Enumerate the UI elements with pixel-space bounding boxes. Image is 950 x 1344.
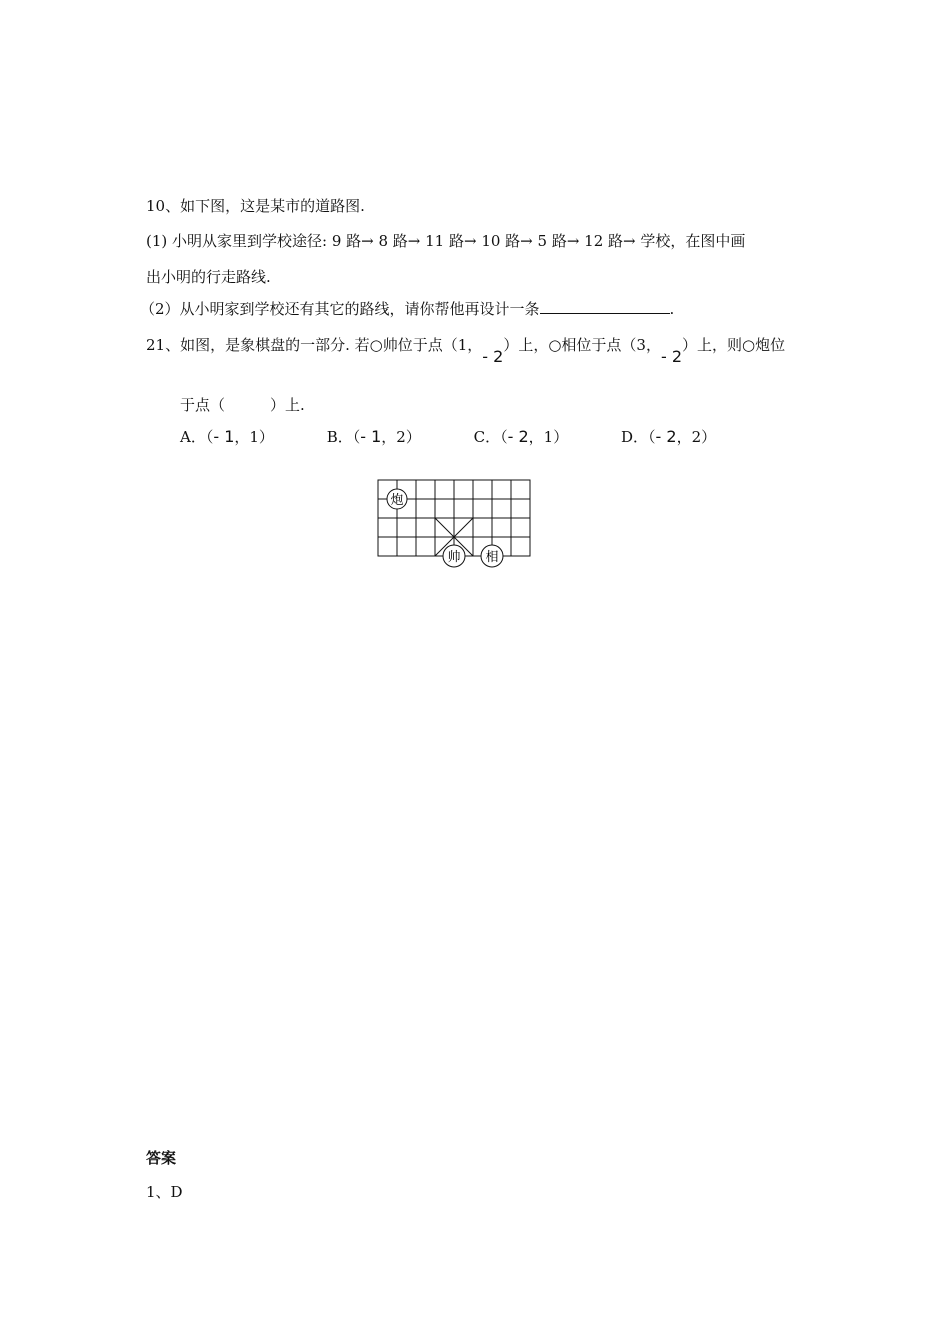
answer-item: 1、D [146, 1183, 183, 1201]
q10-title: 10、如下图，这是某市的道路图. [146, 197, 365, 215]
q10-part2 [140, 299, 674, 319]
svg-text:相: 相 [485, 550, 499, 565]
q10-part1-line1: (1) 小明从家里到学校途径: 9 路→ 8 路→ 11 路→ 10 路→ 5 路→ 12 路→ 学校，在图中画 [146, 232, 746, 250]
q21-line2: 于点（ ）上. [180, 396, 305, 414]
q21-value1: - 2 [482, 347, 504, 366]
option-b[interactable]: B．（- 1，2） [326, 427, 421, 446]
q21-seg2: ）上，○相位于点（3， [503, 336, 661, 354]
q21-options [180, 427, 716, 447]
svg-text:炮: 炮 [390, 493, 404, 508]
option-a[interactable]: A．（- 1，1） [180, 427, 274, 446]
option-d[interactable]: D．（- 2，2） [620, 427, 717, 446]
answer-blank[interactable] [540, 299, 670, 314]
answers-heading: 答案 [146, 1149, 177, 1167]
svg-text:帅: 帅 [447, 550, 461, 565]
piece-xiang [481, 545, 503, 567]
q10-part2-text: （2）从小明家到学校还有其它的路线，请你帮他再设计一条 [140, 300, 540, 318]
chessboard-diagram [370, 474, 540, 574]
q10-part1-line2: 出小明的行走路线. [146, 268, 271, 286]
q10-part2-end: . [669, 300, 675, 318]
piece-pao [387, 489, 407, 509]
piece-shuai [443, 545, 465, 567]
q21-seg1: 21、如图，是象棋盘的一部分. 若○帅位于点（1， [146, 336, 483, 354]
q21-line1 [146, 335, 786, 366]
q21-value2: - 2 [660, 347, 682, 366]
option-c[interactable]: C．（- 2，1） [473, 427, 569, 446]
q21-seg3: ）上，则○炮位 [682, 336, 786, 354]
